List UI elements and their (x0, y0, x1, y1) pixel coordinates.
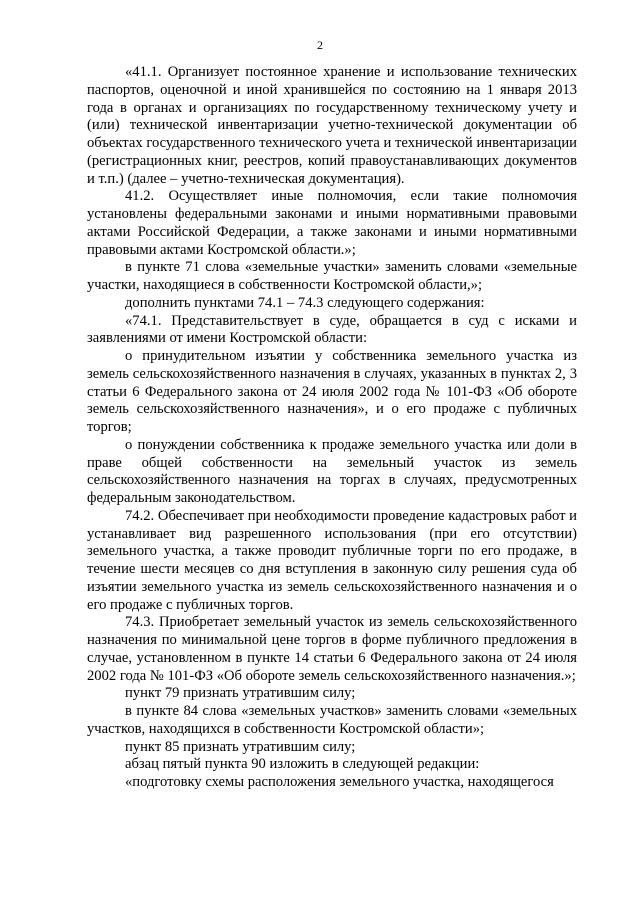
paragraph-74-2: 74.2. Обеспечивает при необходимости проведение кадастровых работ и устанавливает вид разрешенного использования (при его отсутствии) земельного участка, а также проводит публичные торги по его продаже, в течение шести месяцев со дня вступления в законную силу решения суда об изъятии земельного участка из земель сельскохозяйственного назначения и о его продаже с публичных торгов. (87, 507, 577, 613)
paragraph-item-79: пункт 79 признать утратившим силу; (125, 685, 356, 702)
page-number: 2 (317, 38, 323, 52)
paragraph-add-74: дополнить пунктами 74.1 – 74.3 следующего содержания: (125, 294, 485, 311)
document-body (87, 64, 577, 792)
paragraph-74-1: «74.1. Представительствует в суде, обращается в суд с исками и заявлениями от имени Костромской области: (87, 312, 577, 347)
paragraph-41-1: «41.1. Организует постоянное хранение и использование технических паспортов, оценочной и иной хранившейся по состоянию на 1 января 2013 года в органах и организациях по государственному техническому учету и (или) технической инвентаризации учетно-технической документации об объектах государственного технического учета и технической инвентаризации (регистрационных книг, реестров, копий правоустанавливающих документов и т.п.) (далее – учетно-техническая документация). (87, 64, 577, 187)
paragraph-74-3: 74.3. Приобретает земельный участок из земель сельскохозяйственного назначения по минимальной цене торгов в форме публичного предложения в случае, установленном в пункте 14 статьи 6 Федерального закона от 24 июля 2002 года № 101-ФЗ «Об обороте земель сельскохозяйственного назначения.»; (87, 614, 577, 684)
paragraph-74-1-compulsion: о понуждении собственника к продаже земельного участка или доли в праве общей собственности на земельный участок из земель сельскохозяйственного назначения на торгах в случаях, предусмотренных федеральным законодательством. (87, 436, 577, 506)
paragraph-item-85: пункт 85 признать утратившим силу; (125, 738, 356, 755)
paragraph-item-84: в пункте 84 слова «земельных участков» заменить словами «земельных участков, находящихся в собственности Костромской области»; (87, 703, 577, 737)
paragraph-item-90: абзац пятый пункта 90 изложить в следующей редакции: (125, 756, 480, 773)
paragraph-41-2: 41.2. Осуществляет иные полномочия, если такие полномочия установлены федеральными законами и иными нормативными правовыми актами Российской Федерации, а также законами и иными нормативными правовыми актами Костромской области.»; (87, 188, 577, 258)
paragraph-item-90-text: «подготовку схемы расположения земельного участка, находящегося (125, 774, 554, 790)
paragraph-74-1-forced-seizure: о принудительном изъятии у собственника земельного участка из земель сельскохозяйственного назначения в случаях, указанных в пунктах 2, 3 статьи 6 Федерального закона от 24 июля 2002 года № 101-ФЗ «Об обороте земель сельскохозяйственного назначения», и о его продаже с публичных торгов; (87, 348, 577, 435)
paragraph-item-71: в пункте 71 слова «земельные участки» заменить словами «земельные участки, находящиеся в собственности Костромской области,»; (87, 259, 577, 293)
